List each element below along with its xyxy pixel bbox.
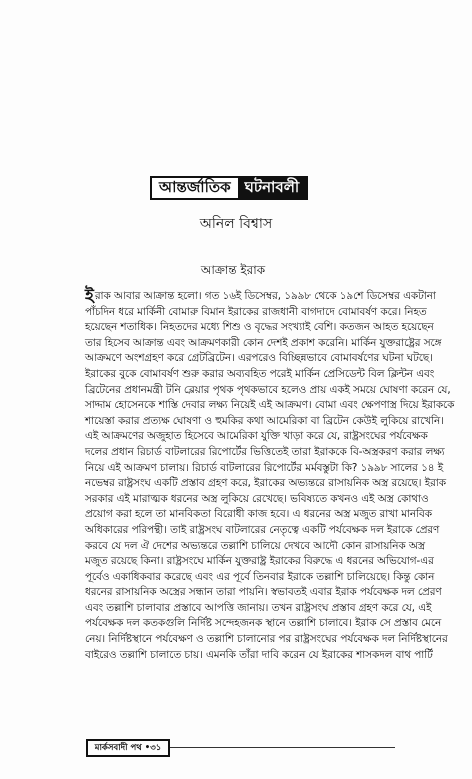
column-title-left: আন্তর্জাতিক bbox=[152, 178, 238, 198]
body-line: ইরাকের বুকে বোমাবর্ষণ শুরু করার অব্যবহিত পরেই মার্কিন প্রেসিডেন্ট বিল ক্লিন্টন এবং bbox=[85, 367, 435, 380]
body-line-text: রাক আবার আক্রান্ত হলো। গত ১৬ই ডিসেম্বর, ১৯৯৮ থেকে ১৯শে ডিসেম্বর একটানা bbox=[94, 290, 436, 302]
body-line: ধরনের রাসায়নিক অস্ত্রের সন্ধান তারা পায়নি। স্বভাবতই এবার ইরাক পর্যবেক্ষক দল প্রেরণ bbox=[85, 586, 442, 599]
body-line: এই আক্রমণের অজুহাত হিসেবে আমেরিকা যুক্তি খাড়া করে যে, রাষ্ট্রসংঘের পর্যবেক্ষক bbox=[85, 430, 428, 443]
body-line: হয়েছেন শতাধিক। নিহতদের মধ্যে শিশু ও বৃদ্ধের সংখ্যাই বেশি। কতজন আহত হয়েছেন bbox=[85, 321, 434, 334]
footer-divider bbox=[170, 747, 395, 748]
body-line: পাঁচদিন ধরে মার্কিনী বোমারু বিমান ইরাকের রাজধানী বাগদাদে বোমাবর্ষণ করে। নিহত bbox=[85, 305, 427, 318]
body-line: সরকার এই মারাত্মক ধরনের অস্ত্র লুকিয়ে রেখেছে। ভবিষ্যতে কখনও এই অস্ত্র কোথাও bbox=[85, 492, 429, 505]
body-line: বাইরেও তল্লাশি চালাতে চায়। এমনকি তাঁরা দাবি করেন যে ইরাকের শাসকদল বাথ পার্টি bbox=[85, 648, 433, 661]
body-line: সাদ্দাম হোসেনকে শাস্তি দেবার লক্ষ্য নিয়েই এই আক্রমণ। বোমা এবং ক্ষেপণাস্ত্র দিয়ে ইরাককে bbox=[85, 399, 455, 412]
body-line: শায়েস্তা করার প্রত্যক্ষ ঘোষণা ও হুমকির কথা আমেরিকা বা ব্রিটেন কেউই লুকিয়ে রাখেনি। bbox=[85, 414, 444, 427]
author-name: অনিল বিশ্বাস bbox=[199, 216, 273, 232]
body-line: পর্যবেক্ষক দল কতকগুলি নির্দিষ্ট সন্দেহজনক স্থানে তল্লাশি চালাবে। ইরাক সে প্রস্তাব মেনে bbox=[85, 617, 442, 630]
column-title-right: ঘটনাবলী bbox=[238, 178, 307, 198]
body-line bbox=[85, 286, 436, 306]
body-line: এবং তল্লাশি চালাবার প্রস্তাবে আপত্তি জানায়। তখন রাষ্ট্রসংঘ প্রস্তাব গ্রহণ করে যে, এই bbox=[85, 601, 432, 614]
body-line: তার হিসেব আক্রান্ত এবং আক্রমণকারী কোন দেশই প্রকাশ করেনি। মার্কিন যুক্তরাষ্ট্রের সঙ্গে bbox=[85, 336, 442, 349]
body-line: ব্রিটেনের প্রধানমন্ত্রী টনি ব্লেয়ার পৃথক পৃথকভাবে হলেও প্রায় একই সময়ে ঘোষণা করেন যে, bbox=[85, 383, 451, 396]
body-line: করবে যে দল ঐ দেশের অভ্যন্তরে তল্লাশি চালিয়ে দেখবে আদৌ কোন রাসায়নিক অস্ত্র bbox=[85, 539, 425, 552]
body-line: নেয়। নির্দিষ্টস্থানে পর্যবেক্ষণ ও তল্লাশি চালানোর পর রাষ্ট্রসংঘের পর্যবেক্ষক দল নির্দিষ্টস্থানের bbox=[85, 633, 448, 646]
body-line: অধিকারের পরিপন্থী। তাই রাষ্ট্রসংঘ বাটলারের নেতৃত্বে একটি পর্যবেক্ষক দল ইরাকে প্রেরণ bbox=[85, 523, 440, 536]
body-line: পূর্বেও একাধিকবার করেছে এবং এর পূর্বে তিনবার ইরাকে তল্লাশি চালিয়েছে। কিন্তু কোন bbox=[85, 570, 435, 583]
body-line: মজুত রয়েছে কিনা। রাষ্ট্রসংঘে মার্কিন যুক্তরাষ্ট্র ইরাকের বিরুদ্ধে এ ধরনের অভিযোগ-এর bbox=[85, 555, 434, 568]
running-footer: মার্কসবাদী পথ •৩১ bbox=[86, 739, 170, 757]
column-title-box bbox=[150, 176, 308, 200]
body-line: নিয়ে এই আক্রমণ চালায়। রিচার্ড বাটলারের রিপোর্টের মর্মবস্তুটা কি? ১৯৯৮ সালের ১৪ ই bbox=[85, 461, 444, 474]
body-line: প্রয়োগ করা হলে তা মানবিকতা বিরোধী কাজ হবে। এ ধরনের অস্ত্র মজুত রাখা মানবিক bbox=[85, 508, 432, 521]
body-line: নভেম্বর রাষ্ট্রসংঘ একটি প্রস্তাব গ্রহণ করে, ইরাকের অভ্যন্তরে রাসায়নিক অস্ত্র রয়েছে। ইরাক bbox=[85, 477, 446, 490]
body-line: দলের প্রধান রিচার্ড বাটলারের রিপোর্টের ভিত্তিতেই তারা ইরাককে বি-অস্ত্রকরণ করার লক্ষ্য bbox=[85, 445, 445, 458]
drop-cap: ই bbox=[85, 286, 94, 306]
body-line: আক্রমণে অংশগ্রহণ করে গ্রেটব্রিটেন। এরপরেও বিচ্ছিন্নভাবে বোমাবর্ষণের ঘটনা ঘটছে। bbox=[85, 352, 433, 365]
article-heading: আক্রান্ত ইরাক bbox=[200, 263, 266, 277]
article-body bbox=[85, 286, 455, 663]
